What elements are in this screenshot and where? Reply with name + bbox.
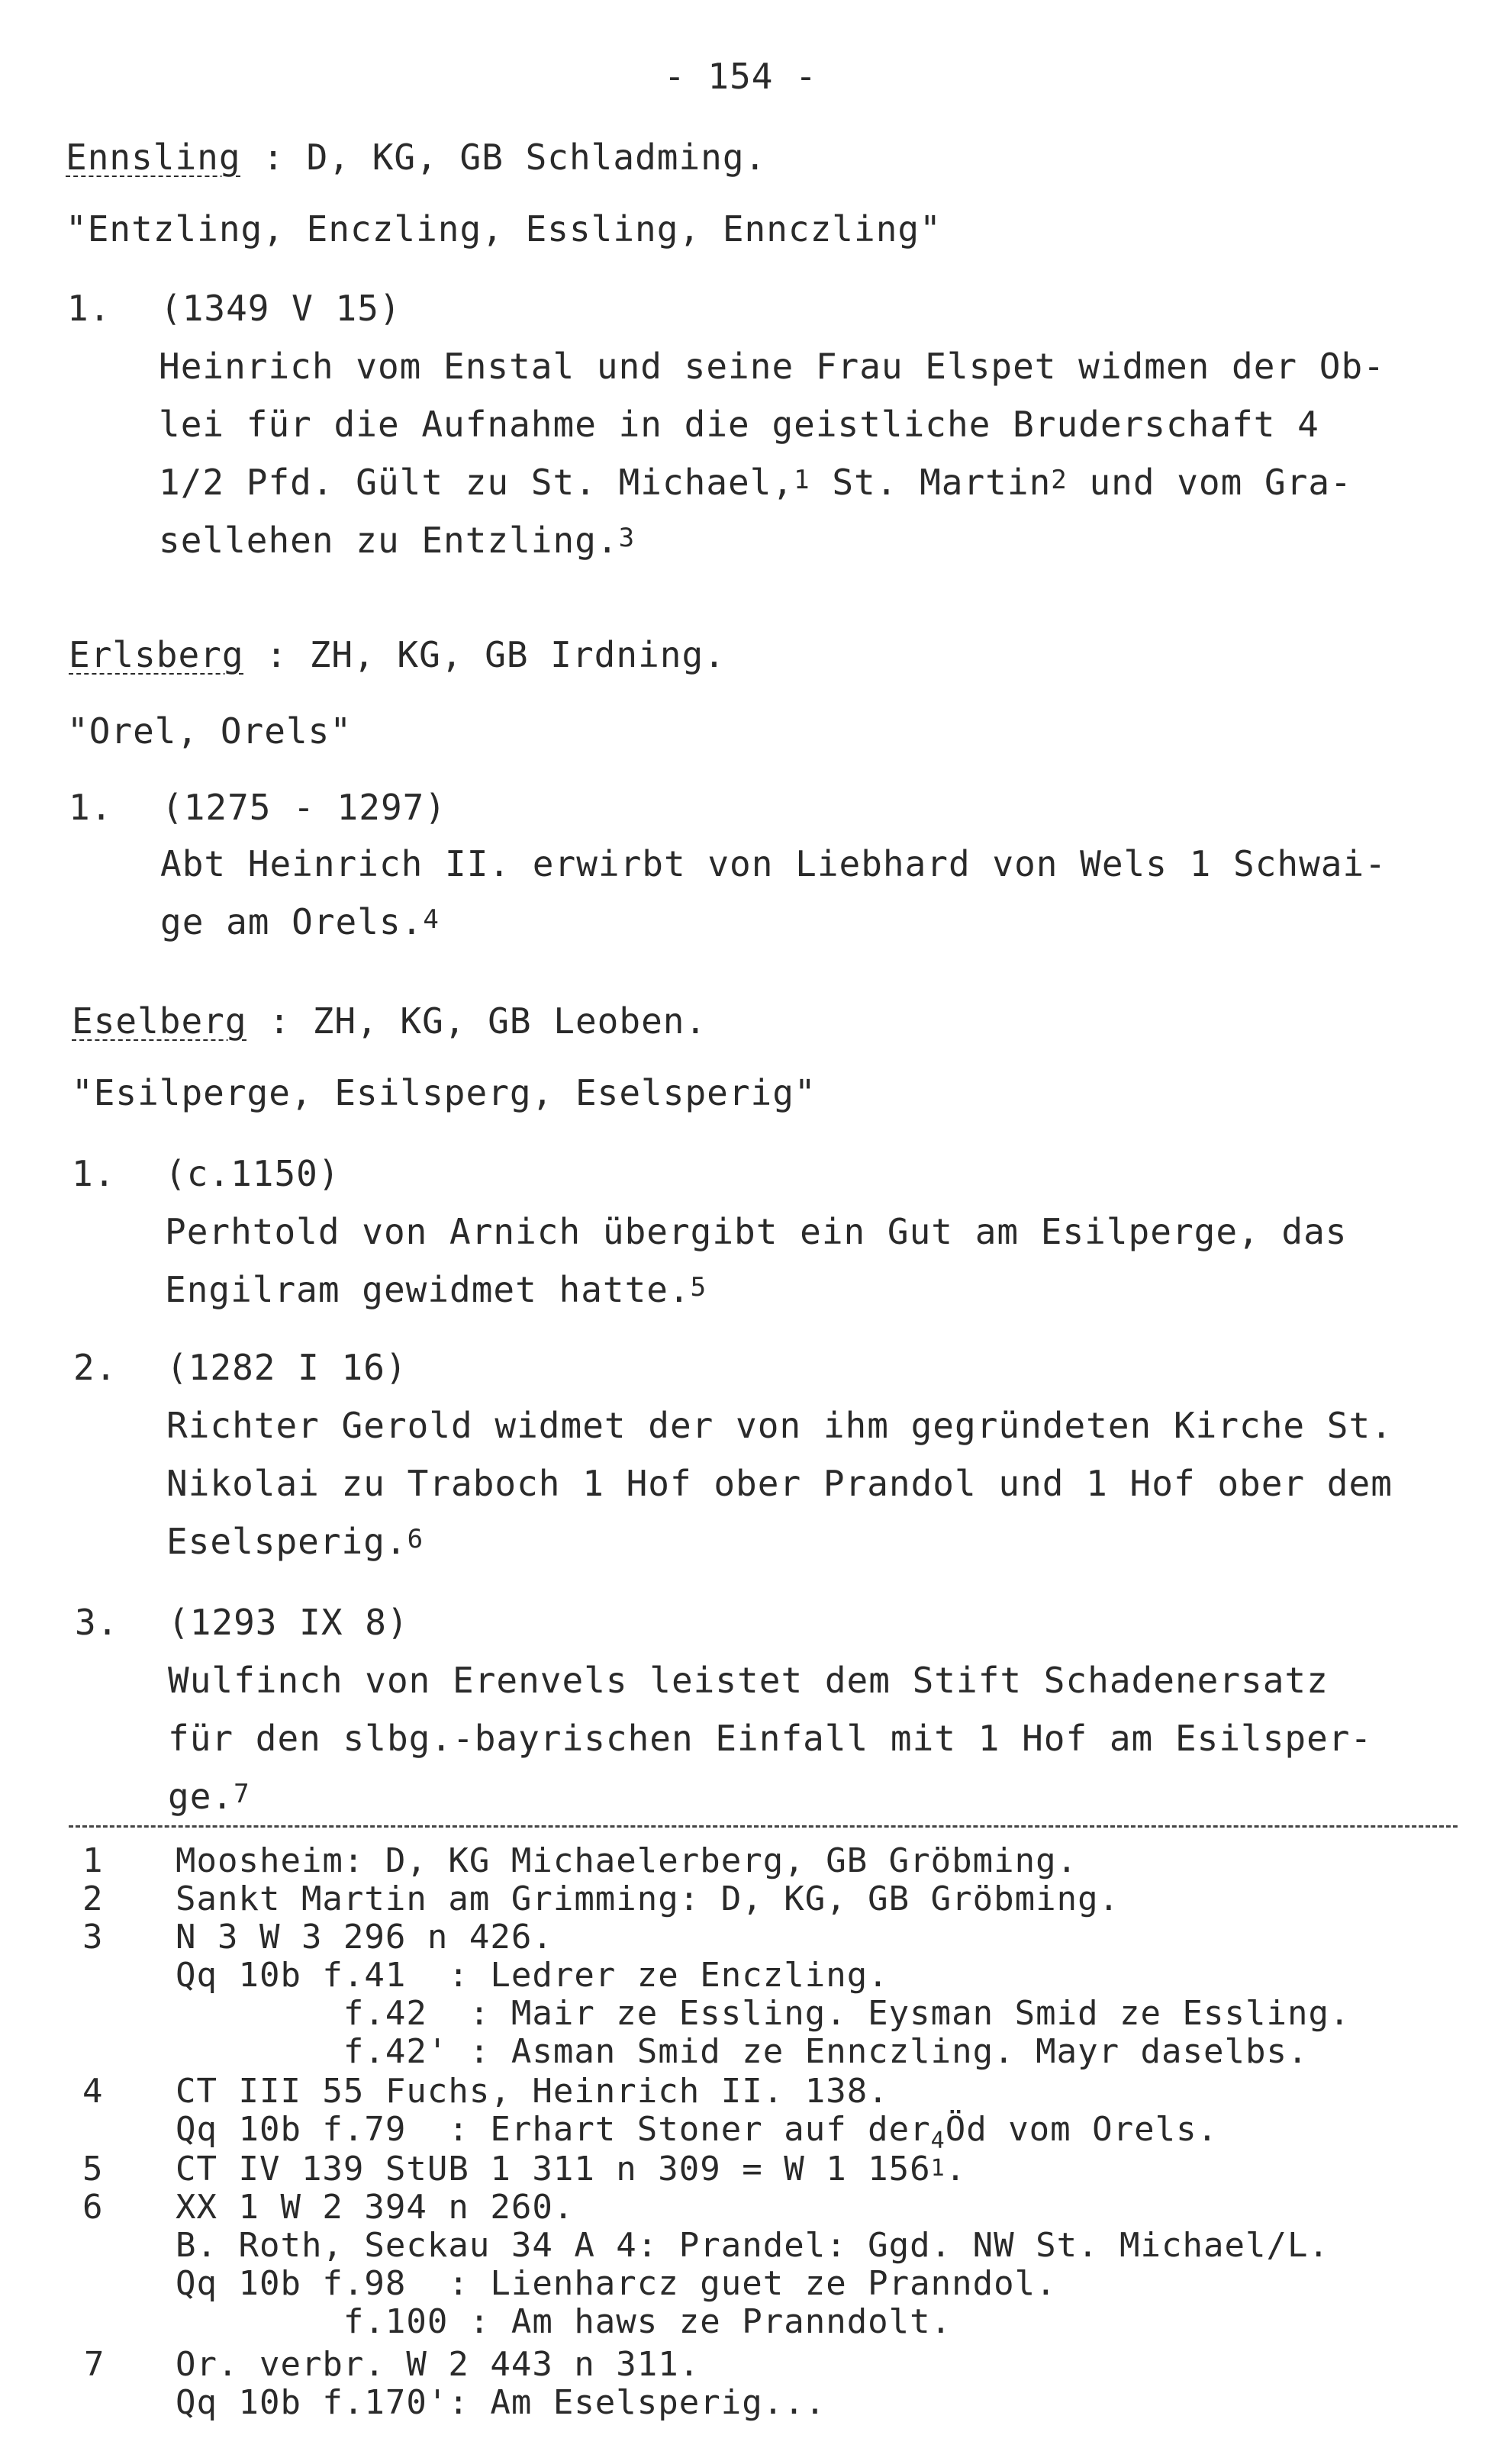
item-text-line: Abt Heinrich II. erwirbt von Liebhard von Wels 1 Schwai- [160, 843, 1387, 884]
footnote-ref: 1 [794, 465, 810, 495]
footnote-text: XX 1 W 2 394 n 260. [176, 2188, 575, 2227]
footnote-text: B. Roth, Seckau 34 A 4: Prandel: Ggd. NW St. Michael/L. [176, 2226, 1329, 2265]
entry-meta: : ZH, KG, GB Leoben. [269, 1000, 707, 1042]
entry-name: Ennsling [66, 137, 241, 178]
footnote-number: 4 [82, 2072, 104, 2111]
footnote-text: f.100 : Am haws ze Pranndolt. [176, 2302, 952, 2341]
footnote-text: Qq 10b f.170': Am Eselsperig... [176, 2383, 826, 2422]
item-text-line: Nikolai zu Traboch 1 Hof ober Prandol und 1 Hof ober dem [166, 1463, 1393, 1504]
footnote-ref: 2 [1051, 465, 1068, 495]
item-date: (1282 I 16) [166, 1347, 408, 1388]
entry-name: Eselberg [72, 1000, 247, 1042]
entry-variants: "Esilperge, Esilsperg, Eselsperig" [72, 1072, 817, 1113]
footnote-ref: 4 [423, 904, 440, 935]
entry-heading [66, 136, 766, 179]
entry-variants: "Orel, Orels" [67, 710, 353, 752]
entry-heading [69, 633, 726, 676]
item-date: (1293 IX 8) [168, 1602, 409, 1643]
item-number: 3. [75, 1602, 119, 1643]
item-date: (1275 - 1297) [162, 787, 447, 828]
footnote-number: 2 [82, 1879, 104, 1918]
item-number: 1. [67, 288, 111, 329]
footnote-text: Or. verbr. W 2 443 n 311. [176, 2345, 701, 2384]
item-text-line: Perhtold von Arnich übergibt ein Gut am Esilperge, das [165, 1211, 1348, 1252]
footnote-number: 5 [82, 2150, 104, 2189]
footnote-text: Qq 10b f.79 : Erhart Stoner auf der$_4$Öd vom Orels. [176, 2110, 1219, 2154]
item-text-line: 1/2 Pfd. Gült zu St. Michael,$^1$ St. Martin$^2$ und vom Gra- [159, 462, 1352, 503]
footnote-ref: 3 [618, 523, 636, 553]
item-text-line: Eselsperig.$^6$ [166, 1521, 424, 1562]
entry-variants: "Entzling, Enczling, Essling, Ennczling" [66, 208, 942, 250]
item-text-line: Heinrich vom Enstal und seine Frau Elspet widmen der Ob- [159, 346, 1385, 387]
item-number: 2. [73, 1347, 118, 1388]
entry-heading [72, 1000, 707, 1042]
footnote-number: 6 [82, 2188, 104, 2227]
footnote-text: f.42' : Asman Smid ze Ennczling. Mayr daselbs. [176, 2032, 1309, 2071]
item-text-line: für den slbg.-bayrischen Einfall mit 1 Hof am Esilsper- [168, 1718, 1373, 1759]
page-number: - 154 - [664, 56, 817, 97]
footnote-number: 3 [82, 1918, 104, 1957]
item-date: (c.1150) [165, 1153, 340, 1194]
footnote-text: f.42 : Mair ze Essling. Eysman Smid ze Essling. [176, 1994, 1351, 2033]
item-number: 1. [72, 1153, 116, 1194]
item-text-line: ge am Orels.$^4$ [160, 901, 440, 942]
footnote-number: 7 [84, 2345, 105, 2384]
entry-meta: : D, KG, GB Schladming. [263, 137, 767, 178]
superscript: 1 [930, 2155, 946, 2182]
entry-name: Erlsberg [69, 634, 244, 675]
footnote-text: Qq 10b f.41 : Ledrer ze Enczling. [176, 1956, 889, 1995]
footnote-text: CT III 55 Fuchs, Heinrich II. 138. [176, 2072, 889, 2111]
footnote-text: Moosheim: D, KG Michaelerberg, GB Gröbming. [176, 1841, 1078, 1880]
footnote-text: CT IV 139 StUB 1 311 n 309 = W 1 $156^1$. [176, 2150, 967, 2189]
footnote-separator [69, 1825, 1458, 1828]
footnote-text: N 3 W 3 296 n 426. [176, 1918, 553, 1957]
item-date: (1349 V 15) [160, 288, 401, 329]
footnote-ref: 7 [234, 1779, 250, 1809]
footnote-ref: 5 [690, 1272, 707, 1303]
subscript: 4 [930, 2127, 946, 2154]
item-text-line: lei für die Aufnahme in die geistliche Bruderschaft 4 [159, 404, 1319, 445]
footnote-ref: 6 [407, 1524, 424, 1554]
footnote-number: 1 [82, 1841, 104, 1880]
item-text-line: Engilram gewidmet hatte.$^5$ [165, 1269, 707, 1310]
item-text-line: Richter Gerold widmet der von ihm gegründeten Kirche St. [166, 1405, 1393, 1446]
item-text-line: ge.$^7$ [168, 1776, 250, 1817]
item-number: 1. [69, 787, 113, 828]
footnote-text: Qq 10b f.98 : Lienharcz guet ze Pranndol. [176, 2264, 1057, 2303]
footnote-text: Sankt Martin am Grimming: D, KG, GB Gröbming. [176, 1879, 1120, 1918]
item-text-line: sellehen zu Entzling.$^3$ [159, 520, 636, 561]
entry-meta: : ZH, KG, GB Irdning. [266, 634, 726, 675]
item-text-line: Wulfinch von Erenvels leistet dem Stift Schadenersatz [168, 1660, 1329, 1701]
